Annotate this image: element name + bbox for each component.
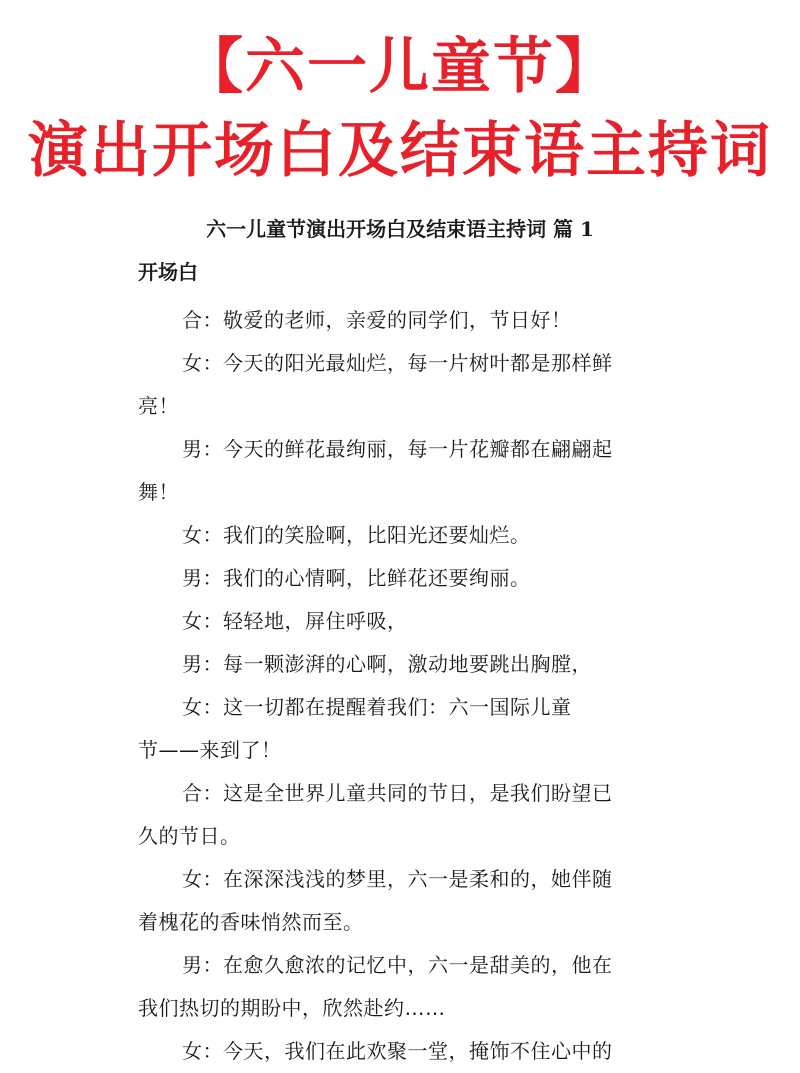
dialogue-paragraph bbox=[138, 600, 662, 643]
dialogue-paragraph bbox=[138, 557, 662, 600]
paragraph-line: 女：今天的阳光最灿烂，每一片树叶都是那样鲜 bbox=[182, 351, 613, 375]
title-line-2: 演出开场白及结束语主持词 bbox=[28, 116, 772, 186]
paragraph-line: 舞！ bbox=[138, 480, 179, 504]
paragraph-line: 着槐花的香味悄然而至。 bbox=[138, 910, 364, 934]
poster-title bbox=[0, 28, 800, 190]
dialogue-paragraph bbox=[138, 1030, 662, 1073]
paragraph-line: 男：我们的心情啊，比鲜花还要绚丽。 bbox=[182, 566, 531, 590]
dialogue-paragraph bbox=[138, 944, 662, 1030]
paragraph-line: 男：今天的鲜花最绚丽，每一片花瓣都在翩翩起 bbox=[182, 437, 613, 461]
dialogue-paragraph bbox=[138, 342, 662, 428]
section-label: 开场白 bbox=[138, 260, 198, 284]
dialogue-paragraph bbox=[138, 428, 662, 514]
document-heading: 六一儿童节演出开场白及结束语主持词 篇 1 bbox=[206, 217, 594, 241]
dialogue-paragraph bbox=[138, 299, 662, 342]
document-body bbox=[138, 213, 662, 1073]
paragraph-line: 女：这一切都在提醒着我们：六一国际儿童 bbox=[182, 695, 572, 719]
dialogue-paragraph bbox=[138, 772, 662, 858]
paragraph-line: 久的节日。 bbox=[138, 824, 241, 848]
paragraph-line: 合：这是全世界儿童共同的节日，是我们盼望已 bbox=[182, 781, 613, 805]
paragraph-line: 女：在深深浅浅的梦里，六一是柔和的，她伴随 bbox=[182, 867, 613, 891]
paragraph-line: 男：每一颗澎湃的心啊，激动地要跳出胸膛， bbox=[182, 652, 592, 676]
dialogue-paragraph bbox=[138, 643, 662, 686]
dialogue-paragraph bbox=[138, 514, 662, 557]
paragraph-line: 节——来到了！ bbox=[138, 738, 282, 762]
paragraph-line: 我们热切的期盼中，欣然赴约…… bbox=[138, 996, 446, 1020]
paragraph-line: 男：在愈久愈浓的记忆中，六一是甜美的，他在 bbox=[182, 953, 613, 977]
dialogue-paragraph bbox=[138, 686, 662, 772]
paragraph-line: 女：我们的笑脸啊，比阳光还要灿烂。 bbox=[182, 523, 531, 547]
paragraph-list bbox=[138, 299, 662, 1073]
paragraph-line: 女：轻轻地，屏住呼吸， bbox=[182, 609, 408, 633]
dialogue-paragraph bbox=[138, 858, 662, 944]
paragraph-line: 女：今天，我们在此欢聚一堂，掩饰不住心中的 bbox=[182, 1039, 613, 1063]
title-line-1: 【六一儿童节】 bbox=[183, 32, 617, 102]
paragraph-line: 亮！ bbox=[138, 394, 179, 418]
paragraph-line: 合：敬爱的老师，亲爱的同学们，节日好！ bbox=[182, 308, 572, 332]
